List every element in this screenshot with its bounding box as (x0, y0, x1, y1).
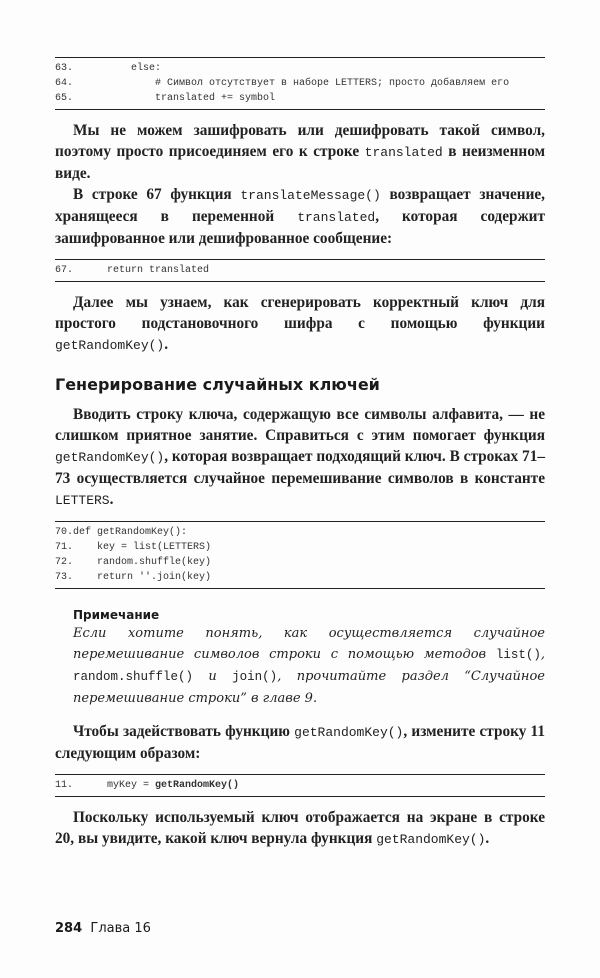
code-line: 73. return ''.join(key) (55, 572, 212, 583)
note-text: Если хотите понять, как осуществляется случайное перемешивание символов строки с помощью методов list(), random.shuffle() и join(), прочитайте раздел “Случайное перемешивание строки” в главе 9. (73, 626, 545, 706)
chapter-label: Глава 16 (90, 921, 151, 936)
code-block-70-73 (55, 521, 545, 589)
note-title: Примечание (73, 608, 160, 622)
code-block-63-65 (55, 57, 545, 110)
code-line: 63. else: (55, 63, 162, 74)
code-line: 71. key = list(LETTERS) (55, 542, 212, 553)
paragraph: Далее мы узнаем, как сгенерировать корректный ключ для простого подстановочного шифра с помощью функции getRandomKey(). (55, 294, 545, 353)
note-box (55, 607, 545, 709)
code-block-67 (55, 259, 545, 282)
paragraph: Чтобы задействовать функцию getRandomKey(), измените строку 11 следующим образом: (55, 723, 545, 762)
code-block-11 (55, 774, 545, 797)
section-heading: Генерирование случайных ключей (55, 375, 380, 394)
paragraph: Вводить строку ключа, содержащую все символы алфавита, — не слишком приятное занятие. Справиться с этим помогает функция getRandomKey(), которая возвращает подходящий ключ. В строках 71–73 осуществляется случайное перемешивание символов в константе LETTERS. (55, 406, 545, 508)
code-line: 64. # Символ отсутствует в наборе LETTERS; просто добавляем его (55, 78, 510, 89)
code-line: 67. return translated (55, 265, 210, 276)
code-line: 65. translated += symbol (55, 93, 276, 104)
code-line: 70. def getRandomKey(): (55, 527, 188, 538)
paragraph: Мы не можем зашифровать или дешифровать такой символ, поэтому просто присоединяем его к строке translated в неизменном виде. В строке 67 функция translateMessage() возвращает значение, хранящееся в переменной translated, которая содержит зашифрованное или дешифрованное сообщение: (55, 122, 545, 247)
code-line: 11. myKey = getRandomKey() (55, 780, 240, 791)
page-footer (55, 920, 545, 978)
page-number: 284 (55, 921, 83, 936)
code-line: 72. random.shuffle(key) (55, 557, 212, 568)
paragraph: Поскольку используемый ключ отображается на экране в строке 20, вы увидите, какой ключ вернула функция getRandomKey(). (55, 809, 545, 847)
